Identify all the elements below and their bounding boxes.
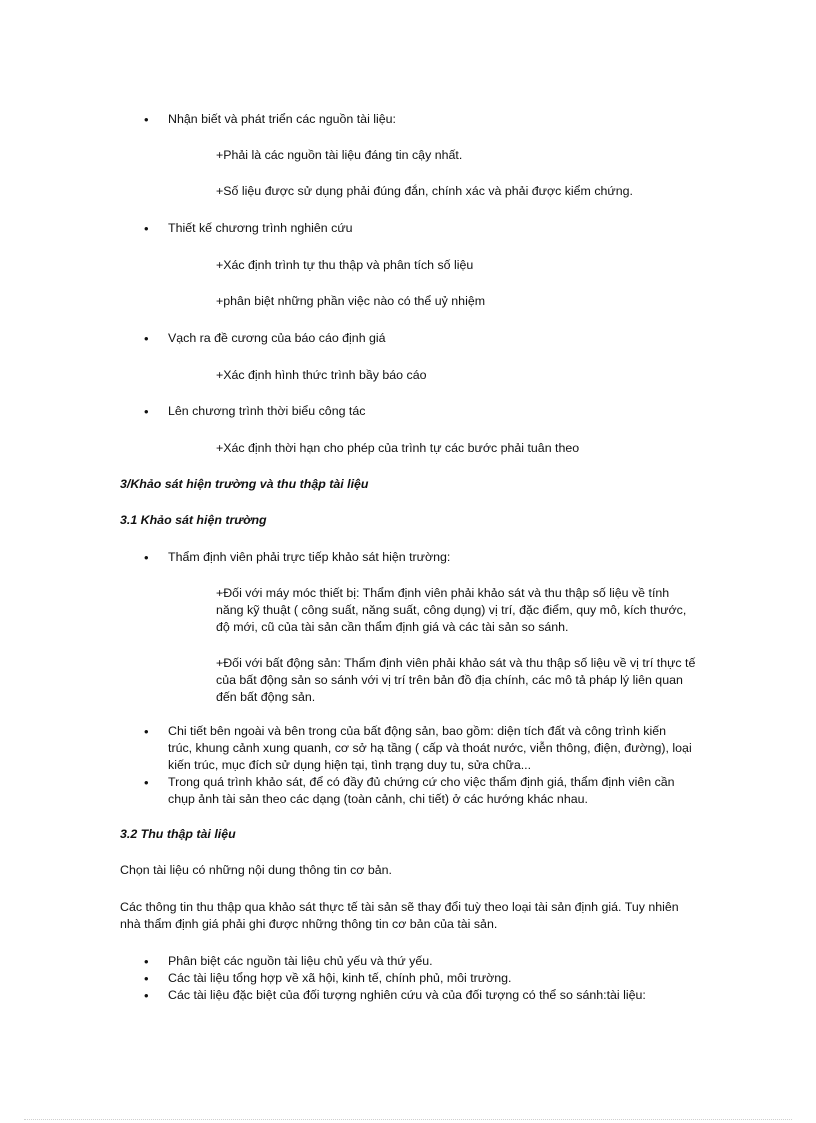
bullet-icon: • xyxy=(144,550,149,565)
bullet-item: Vạch ra đề cương của báo cáo định giá xyxy=(168,331,386,345)
bullet-icon: • xyxy=(144,404,149,419)
subsection-heading: 3.1 Khảo sát hiện trường xyxy=(120,513,267,527)
bullet-icon: • xyxy=(144,775,149,790)
sub-item: +phân biệt những phần việc nào có thể uỷ nhiệm xyxy=(216,294,486,308)
section-heading: 3/Khảo sát hiện trường và thu thập tài liệu xyxy=(120,477,369,491)
bullet-item: Lên chương trình thời biểu công tác xyxy=(168,404,366,418)
sub-item: +Đối với máy móc thiết bị: Thẩm định viên phải khảo sát và thu thập số liệu về tính năng kỹ thuật ( công suất, năng suất, công dụng) vị trí, đặc điểm, quy mô, kích thước, độ mới, cũ của tài sản cần thẩm định giá và các tài sản so sánh. xyxy=(216,586,687,634)
sub-item: +Số liệu được sử dụng phải đúng đắn, chính xác và phải được kiểm chứng. xyxy=(216,184,633,198)
bullet-item: Các tài liệu tổng hợp về xã hội, kinh tế, chính phủ, môi trường. xyxy=(168,971,512,985)
bullet-item: Các tài liệu đặc biệt của đối tượng nghiên cứu và của đối tượng có thể so sánh:tài liệu: xyxy=(168,988,646,1002)
bullet-icon: • xyxy=(144,988,149,1003)
bullet-icon: • xyxy=(144,971,149,986)
bullet-item: Thẩm định viên phải trực tiếp khảo sát hiện trường: xyxy=(168,550,451,564)
bullet-icon: • xyxy=(144,954,149,969)
bullet-item: Chi tiết bên ngoài và bên trong của bất động sản, bao gồm: diện tích đất và công trình kiến trúc, khung cảnh xung quanh, cơ sở hạ tầng ( cấp và thoát nước, viễn thông, điện, đường), loại kiến trúc, mục đích sử dụng hiện tại, tình trạng duy tu, sửa chữa... xyxy=(168,724,692,772)
subsection-heading: 3.2 Thu thập tài liệu xyxy=(120,827,236,841)
bullet-icon: • xyxy=(144,724,149,739)
sub-item: +Xác định thời hạn cho phép của trình tự các bước phải tuân theo xyxy=(216,441,580,455)
page-bottom-divider xyxy=(24,1119,792,1120)
paragraph: Chọn tài liệu có những nội dung thông tin cơ bản. xyxy=(120,863,392,877)
sub-item: +Phải là các nguồn tài liệu đáng tin cậy nhất. xyxy=(216,148,463,162)
paragraph: Các thông tin thu thập qua khảo sát thực tế tài sản sẽ thay đổi tuỳ theo loại tài sản định giá. Tuy nhiên nhà thẩm định giá phải ghi được những thông tin cơ bản của tài sản. xyxy=(120,900,679,931)
bullet-item: Trong quá trình khảo sát, để có đầy đủ chứng cứ cho việc thẩm định giá, thẩm định viên cần chụp ảnh tài sản theo các dạng (toàn cảnh, chi tiết) ở các hướng khác nhau. xyxy=(168,775,675,806)
bullet-icon: • xyxy=(144,331,149,346)
bullet-icon: • xyxy=(144,112,149,127)
bullet-item: Thiết kế chương trình nghiên cứu xyxy=(168,221,353,235)
bullet-item: Phân biệt các nguồn tài liệu chủ yếu và thứ yếu. xyxy=(168,954,433,968)
bullet-icon: • xyxy=(144,221,149,236)
sub-item: +Xác định hình thức trình bầy báo cáo xyxy=(216,368,427,382)
sub-item: +Đối với bất động sản: Thẩm định viên phải khảo sát và thu thập số liệu về vị trí thực tế của bất động sản so sánh với vị trí trên bản đồ địa chính, các mô tả pháp lý liên quan đến bất động sản. xyxy=(216,656,696,704)
bullet-item: Nhận biết và phát triển các nguồn tài liệu: xyxy=(168,112,396,126)
sub-item: +Xác định trình tự thu thập và phân tích số liệu xyxy=(216,258,474,272)
